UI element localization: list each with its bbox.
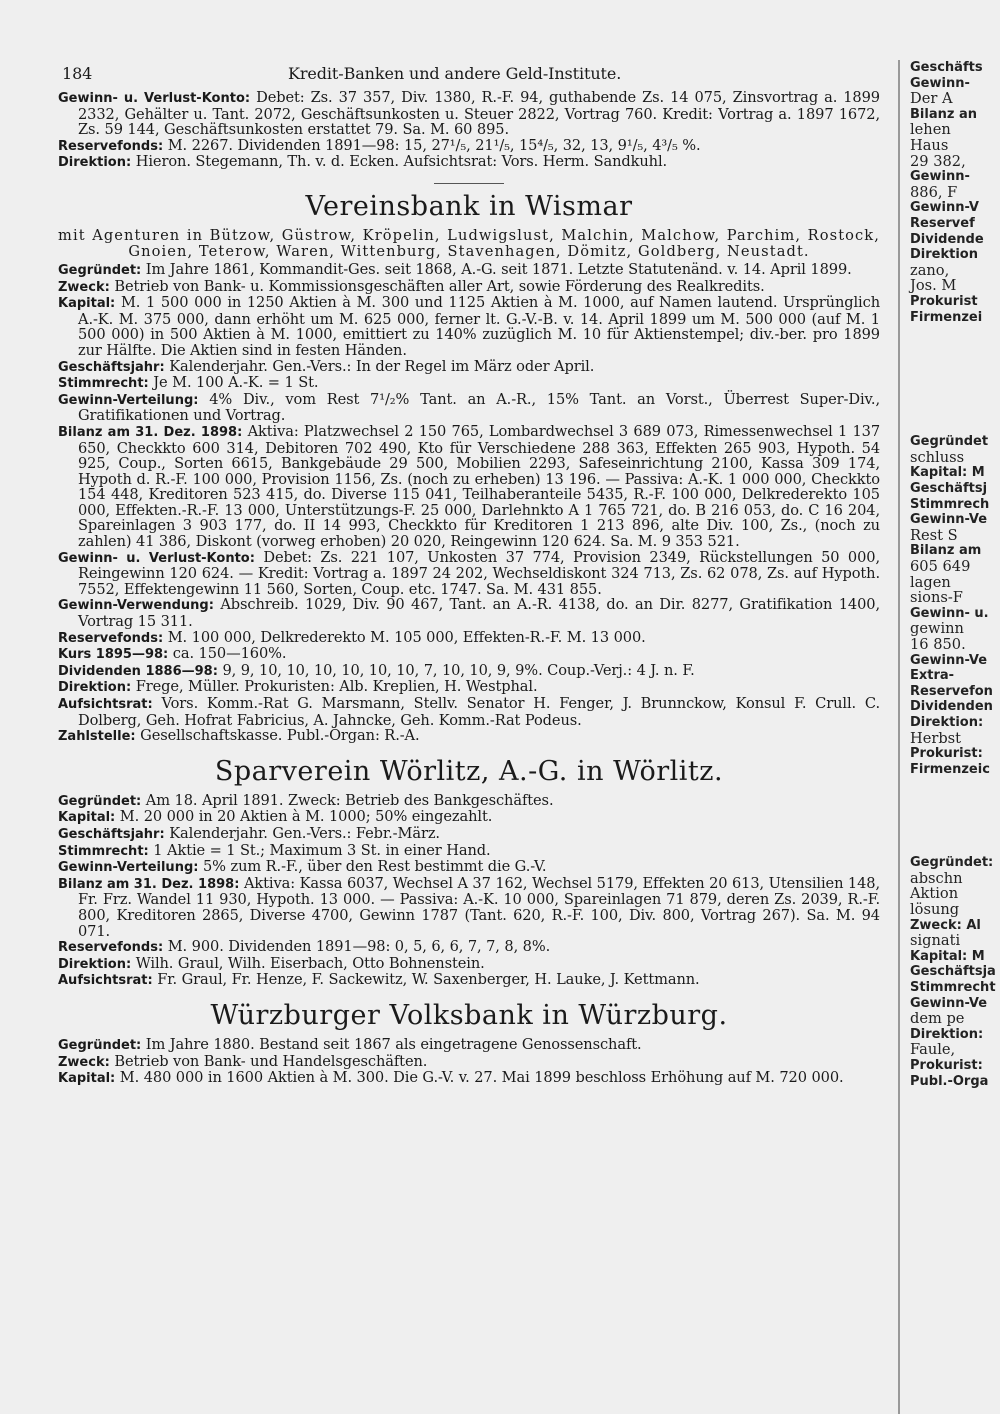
adjacent-fragment: Reservefon bbox=[910, 683, 993, 699]
entry: Gewinn- u. Verlust-Konto: Debet: Zs. 37 357, Div. 1380, R.-F. 94, guthabende Zs. 14 075, Zinsvortrag a. 1899 2332, Gehälter u. Tant. 2072, Geschäftsunkosten u. Steuer 2822, Vortrag 760. Kredit: Vortrag a. 1897 1672, Zs. 59 144, Geschäftsunkosten erstattet 79. Sa. M. 60 895. bbox=[58, 89, 880, 139]
entry: Gewinn-Verwendung: Abschreib. 1029, Div. 90 467, Tant. an A.-R. 4138, do. an Dir. 8277, Gratifikation 1400, Vortrag 15 311. bbox=[58, 596, 880, 631]
adjacent-fragment: Bilanz am bbox=[910, 543, 982, 559]
adjacent-fragment: Kapital: M bbox=[910, 948, 985, 964]
adjacent-fragment: Kapital: M bbox=[910, 465, 985, 481]
entry: Geschäftsjahr: Kalenderjahr. Gen.-Vers.: Febr.-März. bbox=[58, 824, 440, 842]
entry: Bilanz am 31. Dez. 1898: Aktiva: Kassa 6037, Wechsel A 37 162, Wechsel 5179, Effekten 20 613, Utensilien 148, Fr. Frz. Wandel 11 930, Hypoth. 13 000. — Passiva: A.-K. 10 000, Spareinlagen 71 879, deren Zs. 2039, R.-F. 800, Kreditoren 2865, Diverse 4700, Gewinn 1787 (Tant. 620, R.-F. 100, Div. 800, Vortrag 267). Sa. M. 94 071. bbox=[58, 874, 881, 940]
bank-title-vereinsbank: Vereinsbank in Wismar bbox=[305, 190, 633, 222]
entry: Gegründet: Im Jahre 1880. Bestand seit 1867 als eingetragene Genossenschaft. bbox=[58, 1035, 642, 1053]
entry: Zweck: Betrieb von Bank- und Handelsgeschäften. bbox=[58, 1052, 428, 1070]
entry: Direktion: Frege, Müller. Prokuristen: Alb. Kreplien, H. Westphal. bbox=[58, 678, 538, 696]
adjacent-fragment: abschn bbox=[910, 869, 963, 887]
adjacent-fragment: Gewinn-Ve bbox=[910, 652, 988, 668]
adjacent-fragment: Gewinn-Ve bbox=[910, 512, 988, 528]
adjacent-fragment bbox=[910, 387, 1000, 403]
entry: Kapital: M. 1 500 000 in 1250 Aktien à M. 300 und 1125 Aktien à M. 1000, auf Namen lautend. Ursprünglich A.-K. M. 375 000, dann erhöht um M. 625 000, ferner lt. G.-V.-B. v. 14. April 1899 um M. 500 000 (auf M. 1 500 000) in 500 Aktien à M. 1000, emittiert zu 140% zuzüglich M. 10 für Aktienstempel; div.-ber. pro 1899 zur Hälfte. Die Aktien sind in festen Händen. bbox=[58, 294, 880, 359]
adjacent-fragment: Direktion: bbox=[910, 1026, 984, 1042]
adjacent-fragment bbox=[910, 341, 1000, 357]
adjacent-fragment: Geschäftsj bbox=[910, 481, 988, 497]
entry: Aufsichtsrat: Vors. Komm.-Rat G. Marsmann, Stellv. Senator H. Fenger, J. Brunnckow, Konsul F. Crull. C. Dolberg, Geh. Hofrat Fabricius, A. Jahncke, Geh. Komm.-Rat Podeus. bbox=[58, 695, 880, 729]
adjacent-fragment bbox=[910, 793, 1000, 809]
entry: Direktion: Hieron. Stegemann, Th. v. d. Ecken. Aufsichtsrat: Vors. Herm. Sandkuhl. bbox=[58, 153, 668, 171]
entry: Kapital: M. 20 000 in 20 Aktien à M. 1000; 50% eingezahlt. bbox=[58, 808, 493, 826]
adjacent-fragment bbox=[910, 809, 1000, 825]
adjacent-fragment bbox=[910, 403, 1000, 419]
adjacent-fragment: Herbst bbox=[910, 729, 962, 747]
top-entries bbox=[58, 90, 880, 171]
entry: Gegründet: Am 18. April 1891. Zweck: Betrieb des Bankgeschäftes. bbox=[58, 791, 554, 809]
main-column bbox=[58, 60, 880, 1087]
adjacent-fragment: Direktion bbox=[910, 247, 978, 263]
entry: Reservefonds: M. 2267. Dividenden 1891—98: 15, 27¹/₅, 21¹/₅, 15⁴/₅, 32, 13, 9¹/₅, 4³/₅ %. bbox=[58, 136, 701, 154]
adjacent-fragment bbox=[910, 824, 1000, 840]
adjacent-fragment bbox=[910, 372, 1000, 388]
adjacent-fragment: sions-F bbox=[910, 589, 963, 607]
bank1-entries bbox=[58, 262, 880, 745]
adjacent-fragment: Firmenzeic bbox=[910, 761, 990, 777]
bank-title-wuerzburger: Würzburger Volksbank in Würzburg. bbox=[210, 999, 728, 1031]
entry: Bilanz am 31. Dez. 1898: Aktiva: Platzwechsel 2 150 765, Lombardwechsel 3 689 073, Rimessenwechsel 1 137 650, Checkkto 600 314, Debitoren 702 490, Kto für Verschiedene 288 363, Effekten 265 903, Hypoth. 54 925, Coup., Sorten 6615, Bankgebäude 29 500, Mobilien 2293, Safeseinrichtung 2100, Kassa 309 174, Hypoth d. R.-F. 100 000, Provision 1156, Zs. (noch zu erheben) 13 196. — Passiva: A.-K. 1 000 000, Checkkto 154 448, Kreditoren 523 415, do. Diverse 115 041, Teilhaberanteile 5435, R.-F. 100 000, Delkrederekto 105 000, Effekten.-R.-F. 13 000, Unterstützungs-F. 25 000, Darlehnkto A 1 765 721, do. B 216 053, do. C 16 204, Spareinlagen 3 903 177, do. II 14 993, Checkkto für Kreditoren 1 213 896, alte Div. 100, Zs., (noch zu zahlen) 41 386, Diskont (vorweg erhoben) 20 020, Reingewinn 120 624. Sa. M. 9 353 521. bbox=[58, 422, 881, 551]
entry: Aufsichtsrat: Fr. Graul, Fr. Henze, F. Sackewitz, W. Saxenberger, H. Lauke, J. Kettmann. bbox=[58, 971, 700, 989]
entry: Zahlstelle: Gesellschaftskasse. Publ.-Organ: R.-A. bbox=[58, 727, 420, 745]
adjacent-fragment: 29 382, bbox=[910, 152, 966, 170]
adjacent-fragment: zano, bbox=[910, 261, 950, 279]
entry: Dividenden 1886—98: 9, 9, 10, 10, 10, 10, 10, 10, 7, 10, 10, 9, 9%. Coup.-Verj.: 4 J. n. F. bbox=[58, 661, 695, 679]
entry: Stimmrecht: 1 Aktie = 1 St.; Maximum 3 St. in einer Hand. bbox=[58, 841, 491, 859]
adjacent-fragment: lagen bbox=[910, 573, 951, 591]
adjacent-fragment: Gewinn-V bbox=[910, 200, 979, 216]
entry: Reservefonds: M. 100 000, Delkrederekto M. 105 000, Effekten-R.-F. M. 13 000. bbox=[58, 628, 646, 646]
adjacent-fragment: 886, F bbox=[910, 183, 958, 201]
entry: Gewinn-Verteilung: 4% Div., vom Rest 7¹/₂% Tant. an A.-R., 15% Tant. an Vorst., Überrest Super-Div., Gratifikationen und Vortrag. bbox=[58, 390, 881, 425]
entry: Stimmrecht: Je M. 100 A.-K. = 1 St. bbox=[58, 374, 319, 392]
entry: Gewinn-Verteilung: 5% zum R.-F., über den Rest bestimmt die G.-V. bbox=[58, 858, 547, 876]
adjacent-fragment: Publ.-Orga bbox=[910, 1073, 989, 1089]
adjacent-fragment: Geschäfts bbox=[910, 60, 983, 75]
entry: Gewinn- u. Verlust-Konto: Debet: Zs. 221 107, Unkosten 37 774, Provision 2349, Rückstellungen 50 000, Reingewinn 120 624. — Kredit: Vortrag a. 1897 24 202, Wechseldiskont 324 713, Zs. 62 078, Zs. auf Hypoth. 7552, Effektengewinn 11 560, Sorten, Coup. etc. 1747. Sa. M. 431 855. bbox=[58, 548, 880, 598]
running-header: Kredit-Banken und andere Geld-Institute. bbox=[288, 64, 622, 83]
agencies-list: mit Agenturen in Bützow, Güstrow, Kröpelin, Ludwigslust, Malchin, Malchow, Parchim, Rostock, Gnoien, Teterow, Waren, Wittenburg, Stavenhagen, Dömitz, Goldberg, Neustadt. bbox=[58, 226, 880, 260]
adjacent-fragment: schluss bbox=[910, 448, 965, 466]
adjacent-fragment: Rest S bbox=[910, 526, 958, 544]
adjacent-fragment: Gegründet: bbox=[910, 855, 994, 871]
adjacent-fragment: Reservef bbox=[910, 215, 975, 231]
adjacent-fragment: Gewinn- bbox=[910, 75, 970, 91]
adjacent-fragment: Gewinn- u. bbox=[910, 605, 989, 621]
adjacent-fragment: signati bbox=[910, 932, 961, 950]
entry: Kapital: M. 480 000 in 1600 Aktien à M. 300. Die G.-V. v. 27. Mai 1899 beschloss Erhöhung auf M. 720 000. bbox=[58, 1069, 844, 1087]
adjacent-fragment: 605 649 bbox=[910, 558, 971, 575]
adjacent-fragment: Direktion: bbox=[910, 714, 984, 730]
entry: Zweck: Betrieb von Bank- u. Kommissionsgeschäften aller Art, sowie Förderung des Realkredits. bbox=[58, 277, 765, 295]
adjacent-fragment: Prokurist bbox=[910, 293, 978, 309]
adjacent-fragment: Gewinn- bbox=[910, 169, 970, 185]
bank-title-sparverein: Sparverein Wörlitz, A.-G. in Wörlitz. bbox=[214, 755, 724, 787]
bank3-entries bbox=[58, 1037, 880, 1087]
adjacent-fragment bbox=[910, 356, 1000, 372]
adjacent-fragment: Geschäftsja bbox=[910, 964, 996, 980]
adjacent-fragment: dem pe bbox=[910, 1010, 965, 1028]
adjacent-fragment: Prokurist: bbox=[910, 746, 983, 762]
adjacent-fragment: 16 850. bbox=[910, 635, 966, 653]
adjacent-fragment: Zweck: Al bbox=[910, 917, 981, 933]
section-divider bbox=[434, 183, 504, 184]
bank2-entries bbox=[58, 793, 880, 989]
adjacent-fragment: Stimmrech bbox=[910, 496, 990, 512]
entry: Reservefonds: M. 900. Dividenden 1891—98: 0, 5, 6, 6, 7, 7, 8, 8%. bbox=[58, 938, 551, 956]
adjacent-fragment: Firmenzei bbox=[910, 309, 983, 325]
adjacent-fragment: lehen bbox=[910, 121, 951, 139]
entry: Geschäftsjahr: Kalenderjahr. Gen.-Vers.: In der Regel im März oder April. bbox=[58, 357, 595, 375]
adjacent-fragment: Jos. M bbox=[910, 277, 957, 295]
adjacent-fragment: Dividende bbox=[910, 231, 984, 247]
entry: Gegründet: Im Jahre 1861, Kommandit-Ges. seit 1868, A.-G. seit 1871. Letzte Statutenänd. v. 14. April 1899. bbox=[58, 260, 852, 278]
adjacent-fragment: Dividenden bbox=[910, 699, 993, 715]
entry: Kurs 1895—98: ca. 150—160%. bbox=[58, 645, 287, 663]
adjacent-fragment: Haus bbox=[910, 136, 949, 154]
adjacent-fragment: Bilanz an bbox=[910, 106, 977, 122]
adjacent-page-column bbox=[898, 60, 1000, 1414]
entry: Direktion: Wilh. Graul, Wilh. Eiserbach, Otto Bohnenstein. bbox=[58, 954, 485, 972]
adjacent-fragment: gewinn bbox=[910, 620, 964, 638]
page-number: 184 bbox=[62, 64, 93, 83]
adjacent-fragment: Gegründet bbox=[910, 434, 989, 450]
adjacent-fragment: lösung bbox=[910, 901, 960, 919]
adjacent-fragment: Stimmrecht bbox=[910, 980, 996, 996]
adjacent-fragment: Der A bbox=[910, 90, 953, 108]
adjacent-fragment bbox=[910, 777, 1000, 793]
adjacent-fragment: Gewinn-Ve bbox=[910, 995, 988, 1011]
page-header bbox=[58, 60, 880, 90]
adjacent-fragment bbox=[910, 840, 1000, 856]
adjacent-fragment bbox=[910, 419, 1000, 435]
adjacent-fragment: Faule, bbox=[910, 1041, 956, 1059]
adjacent-fragment bbox=[910, 325, 1000, 341]
adjacent-fragment: Extra- bbox=[910, 668, 955, 684]
adjacent-fragment: Aktion bbox=[910, 885, 959, 903]
adjacent-fragment: Prokurist: bbox=[910, 1058, 983, 1073]
